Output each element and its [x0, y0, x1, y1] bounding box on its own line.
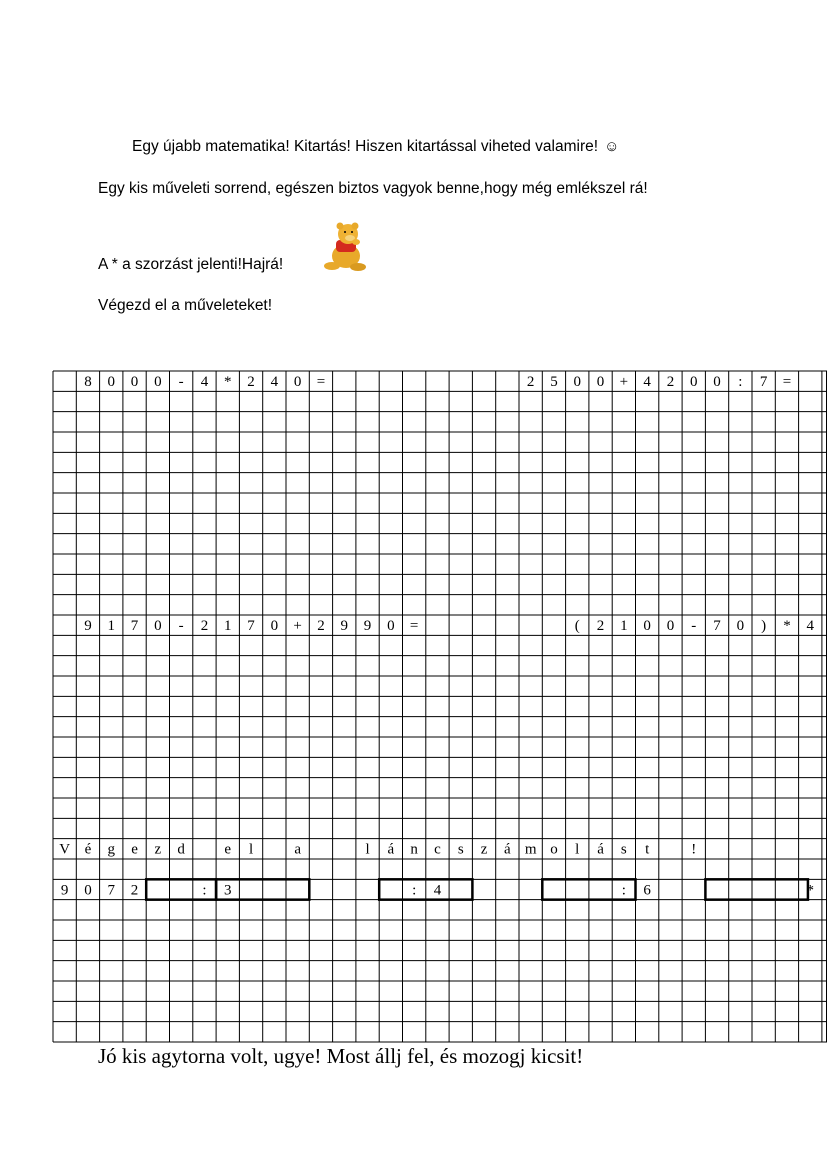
grid-cell-text: 9: [60, 882, 69, 899]
grid-cell-text: 9: [84, 618, 92, 635]
grid-cell-text: 0: [154, 618, 162, 635]
grid-cell-text: V: [59, 841, 71, 858]
grid-cell-text: :: [738, 374, 743, 391]
grid-cell-text: n: [410, 841, 418, 858]
grid-cell-text: 0: [690, 374, 698, 391]
grid-cell-text: s: [457, 841, 464, 858]
intro-line-4: Végezd el a műveleteket!: [98, 297, 273, 314]
grid-cell-text: 2: [596, 618, 605, 635]
grid-cell-text: 0: [596, 374, 605, 391]
grid-cell-text: z: [154, 841, 162, 858]
grid-cell-text: s: [620, 841, 627, 858]
grid-cell-text: 0: [643, 618, 651, 635]
grid-cell-text: 0: [270, 618, 279, 635]
grid-cell-text: c: [434, 841, 441, 858]
grid-cell-text: :: [202, 882, 207, 899]
grid-cell-text: a: [294, 841, 301, 858]
grid-cell-text: 8: [84, 374, 92, 391]
grid-cell-text: -: [691, 618, 697, 635]
intro-line-3: A * a szorzást jelenti!Hajrá!: [98, 256, 284, 273]
grid-cell-text: 0: [387, 618, 395, 635]
grid-cell-text: 1: [620, 618, 628, 635]
answer-box[interactable]: [705, 879, 808, 899]
grid-cell-text: 4: [806, 618, 814, 635]
grid-cell-text: 0: [666, 618, 675, 635]
grid-cell-text: 2: [130, 882, 139, 899]
grid-cell-text: 2: [317, 618, 325, 635]
grid-cell-text: :: [412, 882, 417, 899]
grid-cell-text: 7: [107, 882, 115, 899]
grid-cell-text: 0: [736, 618, 745, 635]
grid-cell-text: 1: [107, 618, 115, 635]
grid-cell-text: 9: [340, 618, 348, 635]
grid-cell-text: á: [597, 841, 604, 858]
grid-cell-text: 4: [200, 374, 209, 391]
grid-cell-text: 0: [130, 374, 139, 391]
intro-line-1-text: Egy újabb matematika! Kitartás! Hiszen kitartással viheted valamire!: [132, 138, 599, 155]
grid-cell-text: 2: [666, 374, 675, 391]
grid-cell-text: *: [806, 882, 814, 899]
grid-cell-text: á: [387, 841, 395, 858]
grid-cell-text: 0: [293, 374, 302, 391]
grid-cell-text: e: [224, 841, 232, 858]
grid-cell-text: =: [316, 374, 326, 391]
grid-cell-text: d: [177, 841, 185, 858]
grid-cell-text: 0: [573, 374, 581, 391]
grid-cell-text: :: [621, 882, 626, 899]
grid-cell-text: z: [480, 841, 488, 858]
grid-cell-text: (: [574, 618, 580, 635]
grid-cell-text: g: [107, 841, 115, 858]
grid-cell-text: 4: [643, 374, 651, 391]
grid-cell-text: 5: [550, 374, 558, 391]
grid-cell-text: 0: [154, 374, 162, 391]
intro-line-2: Egy kis műveleti sorrend, egészen biztos vagyok benne,hogy még emlékszel rá!: [98, 180, 648, 197]
grid-cell-text: 3: [224, 882, 232, 899]
grid-cell-text: é: [84, 841, 92, 858]
grid-cell-text: !: [691, 841, 697, 858]
grid-cell-text: 0: [713, 374, 721, 391]
smiley-icon: ☺: [604, 138, 620, 155]
grid-cell-text: 7: [759, 374, 768, 391]
grid-cell-text: t: [645, 841, 650, 858]
grid-cell-text: 7: [247, 618, 255, 635]
grid-cell-text: l: [248, 841, 254, 858]
grid-cell-text: 7: [713, 618, 721, 635]
grid-cell-text: ): [761, 618, 767, 635]
grid-cell-text: 0: [107, 374, 115, 391]
grid-cell-text: e: [131, 841, 138, 858]
grid-cell-text: 9: [363, 618, 372, 635]
grid-cell-text: 2: [200, 618, 209, 635]
grid-cell-text: 0: [84, 882, 92, 899]
grid-cell-text: 4: [270, 374, 279, 391]
footer-text: Jó kis agytorna volt, ugye! Most állj fel, és mozogj kicsit!: [98, 1044, 584, 1068]
grid-cell-text: 4: [433, 882, 442, 899]
grid-cell-text: +: [293, 618, 302, 635]
grid-cell-text: á: [504, 841, 511, 858]
grid-cell-text: -: [178, 618, 184, 635]
grid-cell-text: +: [619, 374, 629, 391]
grid-cell-text: l: [365, 841, 370, 858]
grid-cell-text: 7: [130, 618, 139, 635]
grid-cell-text: 1: [224, 618, 232, 635]
grid-cell-text: 2: [526, 374, 535, 391]
grid-cell-text: 6: [643, 882, 651, 899]
grid-cell-text: m: [524, 841, 537, 858]
grid-cell-text: 2: [247, 374, 255, 391]
grid-cell-text: *: [224, 374, 232, 391]
grid-cell-text: =: [782, 374, 792, 391]
grid-cell-text: =: [409, 618, 419, 635]
grid-cell-text: o: [550, 841, 558, 858]
grid-cell-text: *: [783, 618, 791, 635]
grid-cell-text: l: [575, 841, 580, 858]
grid-cell-text: -: [178, 374, 184, 391]
